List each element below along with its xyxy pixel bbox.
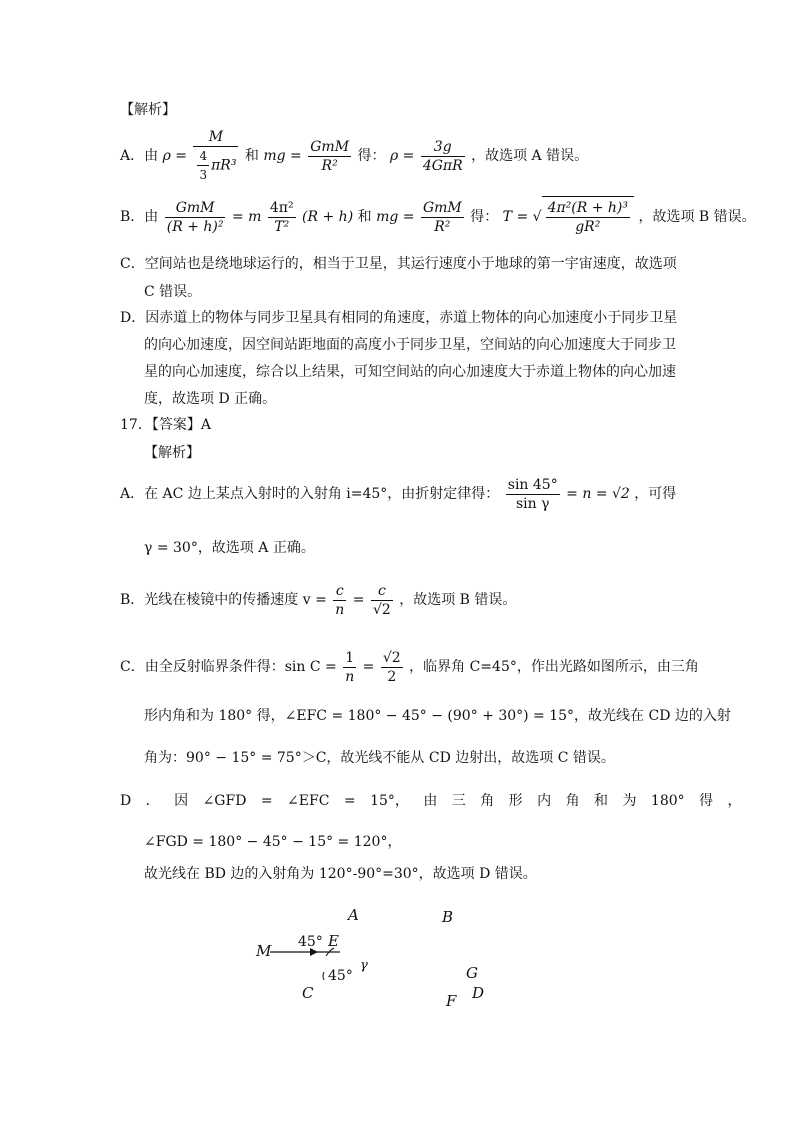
text: ，可得 [634,486,677,502]
option-d-line-3: 星的向心加速度，综合以上结果，可知空间站的向心加速度大于赤道上物体的向心加速 [144,364,676,380]
text: ρ = [389,148,415,164]
text: C．由全反射临界条件得：sin C = [120,659,337,675]
text: ，临界角 C=45°，作出光路如图所示，由三角 [409,659,699,675]
numerator: 4 [197,147,209,166]
sqrt-sign: √ [532,209,542,225]
label-E: E [328,932,339,950]
numerator: GmM [422,199,462,216]
numerator: M [193,128,238,147]
fraction [308,138,351,175]
text: ρ = [162,148,187,164]
analysis-header: 【解析】 [144,445,200,461]
numerator: c [333,582,346,601]
denominator: 2 [387,668,397,685]
option-a-formula [120,128,588,184]
denominator: T² [274,218,290,235]
denominator [193,147,238,184]
fraction [546,199,630,236]
text: = [362,659,375,675]
text: B．由 [120,209,159,225]
option-c-line-1: C．空间站也是绕地球运行的，相当于卫星，其运行速度小于地球的第一宇宙速度，故选项 [120,256,677,272]
fraction [268,199,296,236]
denominator: 3 [199,168,208,182]
label-A: A [348,906,359,924]
fraction [343,649,356,686]
option-d-line-1: D．因赤道上的物体与同步卫星具有相同的角速度，赤道上物体的向心加速度小于同步卫星 [120,310,678,326]
text: 得： [357,148,386,164]
denominator: n [335,601,345,618]
text: 和 [357,209,372,225]
q17-option-c-line-3: 角为：90° − 15° = 75°＞C，故光线不能从 CD 边射出，故选项 C 错误。 [144,750,615,766]
q17-option-c [120,645,699,689]
label-B: B [442,908,454,926]
denominator: sin γ [515,495,550,512]
label-D: D [472,984,485,1002]
option-d-line-4: 度，故选项 D 正确。 [144,391,277,407]
option-c-line-2: C 错误。 [144,284,202,300]
fraction [197,147,209,184]
angle-bottom-label: 45° [328,968,353,984]
label-C: C [302,984,314,1002]
denominator: n [345,668,355,685]
text: B．光线在棱镜中的传播速度 v = [120,592,327,608]
text: mg = [263,148,302,164]
option-d-line-2: 的向心加速度，因空间站距地面的高度小于同步卫星，空间站的向心加速度大于同步卫 [144,337,676,353]
fraction [333,582,346,619]
text: ，故选项 B 错误。 [638,209,756,225]
denominator: R² [434,218,451,235]
fraction [381,649,403,686]
fraction [165,199,226,236]
text: A．在 AC 边上某点入射时的入射角 i=45°，由折射定律得： [120,486,500,502]
text: ，故选项 B 错误。 [399,592,517,608]
label-G: G [466,964,478,982]
text: = [352,592,365,608]
numerator: c [371,582,393,601]
numerator: GmM [165,199,226,218]
text: mg = [376,209,415,225]
question-17-answer: 17．【答案】A [120,417,211,433]
label-gamma: γ [360,958,368,973]
angle-top-label: 45° [298,934,323,950]
text: T = [502,209,529,225]
numerator: sin 45° [507,476,558,493]
q17-option-d-line-2: ∠FGD = 180° − 45° − 15° = 120°， [144,834,402,850]
text: πR³ [211,157,237,174]
text: A．由 [120,148,159,164]
denominator: gR² [575,218,601,235]
denominator: R² [321,157,338,174]
fraction [193,128,238,184]
numerator: √2 [382,649,401,666]
label-M: M [256,942,272,960]
denominator: √2 [372,601,391,618]
text: = m [231,209,262,225]
fraction [371,582,393,619]
radicand [542,196,634,237]
text: ，故选项 A 错误。 [471,148,589,164]
q17-option-d-line-3: 故光线在 BD 边的入射角为 120°-90°=30°，故选项 D 错误。 [144,866,537,882]
numerator: 4π²(R + h)³ [547,199,629,216]
analysis-header: 【解析】 [120,102,176,118]
denominator: 4GπR [422,157,463,174]
q17-option-a [120,472,676,516]
text: 和 [244,148,259,164]
angle-arc-bottom [323,972,324,980]
q17-option-b [120,578,516,622]
text: 得： [470,209,499,225]
fraction [421,138,465,175]
numerator: 3g [421,138,465,157]
q17-option-c-line-2: 形内角和为 180° 得，∠EFC = 180° − 45° − (90° + 30°) = 15°，故光线在 CD 边的入射 [144,708,731,724]
denominator: (R + h)² [166,218,224,235]
text: = n = √2 [566,486,630,502]
option-b-formula [120,196,756,237]
numerator: 1 [343,649,356,668]
text: (R + h) [302,209,354,225]
diagram-lines [250,900,510,1020]
fraction [506,476,560,513]
label-F: F [446,992,457,1010]
q17-option-d-line-1: D ． 因 ∠GFD = ∠EFC = 15°， 由 三 角 形 内 角 和 为 180° 得 ， [120,793,742,809]
optics-diagram [250,900,510,1020]
numerator: 4π² [269,199,294,216]
q17-option-a-line-2: γ = 30°，故选项 A 正确。 [144,540,315,556]
numerator: GmM [310,138,350,155]
fraction [421,199,464,236]
